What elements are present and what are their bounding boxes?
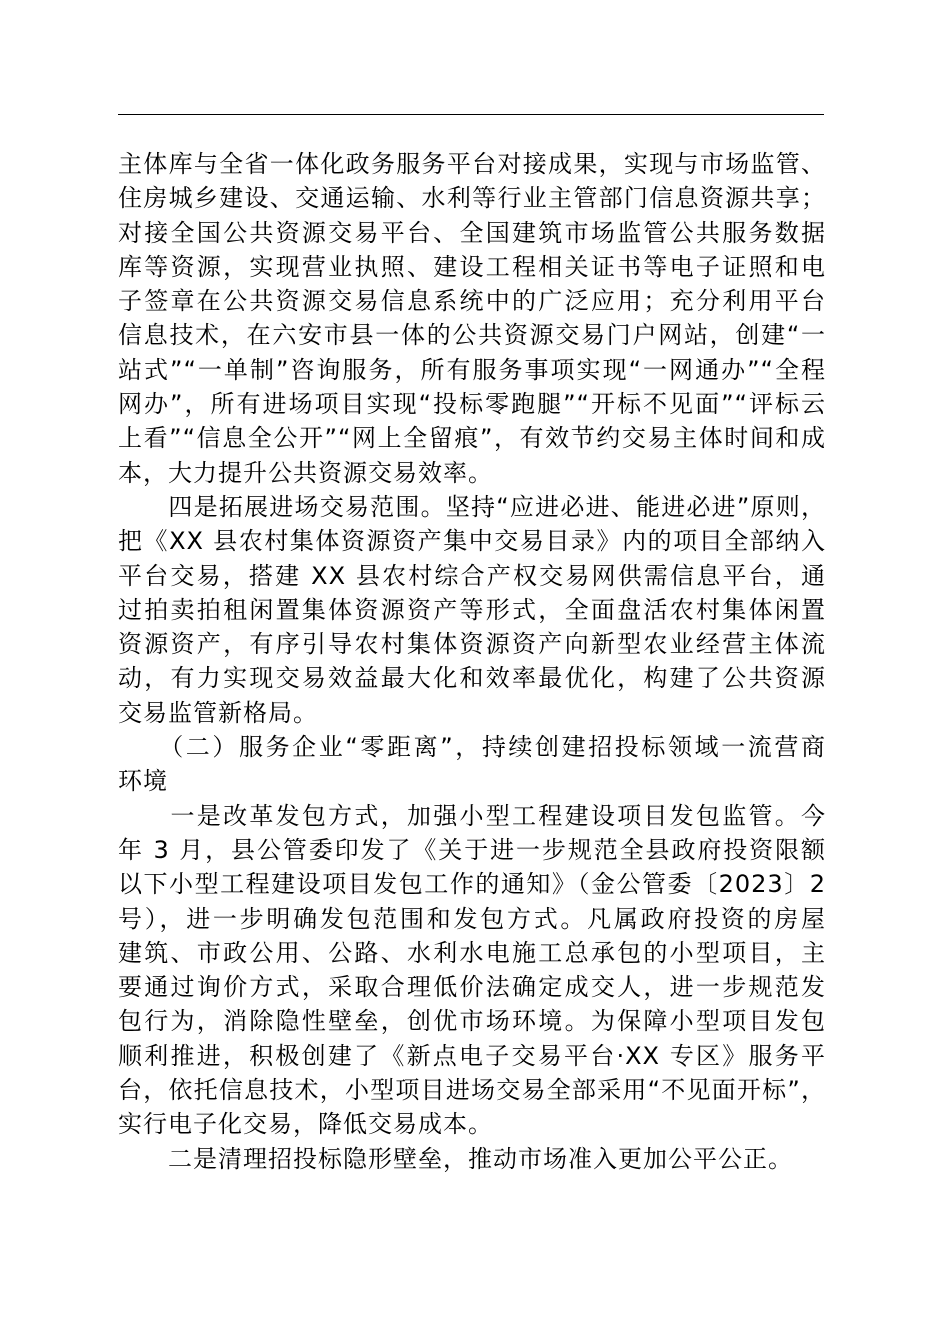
text-line: 把《XX 县农村集体资源资产集中交易目录》内的项目全部纳入: [118, 527, 826, 556]
text-line: 号），进一步明确发包范围和发包方式。凡属政府投资的房屋: [118, 904, 826, 933]
text-line: 资源资产，有序引导农村集体资源资产向新型农业经营主体流: [118, 630, 826, 659]
text-line: 平台交易，搭建 XX 县农村综合产权交易网供需信息平台，通: [118, 561, 826, 590]
text-line: 主体库与全省一体化政务服务平台对接成果，实现与市场监管、: [118, 150, 826, 178]
document-body: [118, 147, 826, 1176]
text-line: 年 3 月，县公管委印发了《关于进一步规范全县政府投资限额: [118, 835, 826, 864]
text-line: （二）服务企业“零距离”，持续创建招投标领域一流营商: [118, 733, 826, 762]
text-line: 顺利推进，积极创建了《新点电子交易平台·XX 专区》服务平: [118, 1041, 826, 1070]
text-line: 本，大力提升公共资源交易效率。: [118, 458, 493, 487]
text-line: 站式”“一单制”咨询服务，所有服务事项实现“一网通办”“全程: [118, 355, 826, 384]
text-line: 要通过询价方式，采取合理低价法确定成交人，进一步规范发: [118, 973, 826, 1002]
text-line: 动，有力实现交易效益最大化和效率最优化，构建了公共资源: [118, 664, 826, 693]
text-line: 交易监管新格局。: [118, 698, 318, 727]
text-line: 库等资源，实现营业执照、建设工程相关证书等电子证照和电: [118, 252, 826, 281]
text-line: 包行为，消除隐性壁垒，创优市场环境。为保障小型项目发包: [118, 1007, 826, 1036]
text-line: 住房城乡建设、交通运输、水利等行业主管部门信息资源共享；: [118, 184, 826, 213]
text-line: 网办”，所有进场项目实现“投标零跑腿”“开标不见面”“评标云: [118, 390, 826, 419]
text-line: 对接全国公共资源交易平台、全国建筑市场监管公共服务数据: [118, 218, 826, 247]
text-line: 上看”“信息全公开”“网上全留痕”，有效节约交易主体时间和成: [118, 424, 826, 453]
text-line: 台，依托信息技术，小型项目进场交易全部采用“不见面开标”，: [118, 1076, 826, 1105]
text-line: 以下小型工程建设项目发包工作的通知》（金公管委〔2023〕2: [118, 870, 826, 899]
text-line: 实行电子化交易，降低交易成本。: [118, 1110, 493, 1139]
header-rule: [118, 114, 824, 115]
text-line: 环境: [118, 767, 168, 796]
text-line: 子签章在公共资源交易信息系统中的广泛应用；充分利用平台: [118, 287, 826, 316]
text-line: 四是拓展进场交易范围。坚持“应进必进、能进必进”原则，: [118, 492, 826, 521]
text-line: 过拍卖拍租闲置集体资源资产等形式，全面盘活农村集体闲置: [118, 595, 826, 624]
text-line: 信息技术，在六安市县一体的公共资源交易门户网站，创建“一: [118, 321, 826, 350]
text-line: 二是清理招投标隐形壁垒，推动市场准入更加公平公正。: [118, 1144, 793, 1173]
text-line: 一是改革发包方式，加强小型工程建设项目发包监管。今: [118, 801, 826, 830]
text-line: 建筑、市政公用、公路、水利水电施工总承包的小型项目，主: [118, 938, 826, 967]
